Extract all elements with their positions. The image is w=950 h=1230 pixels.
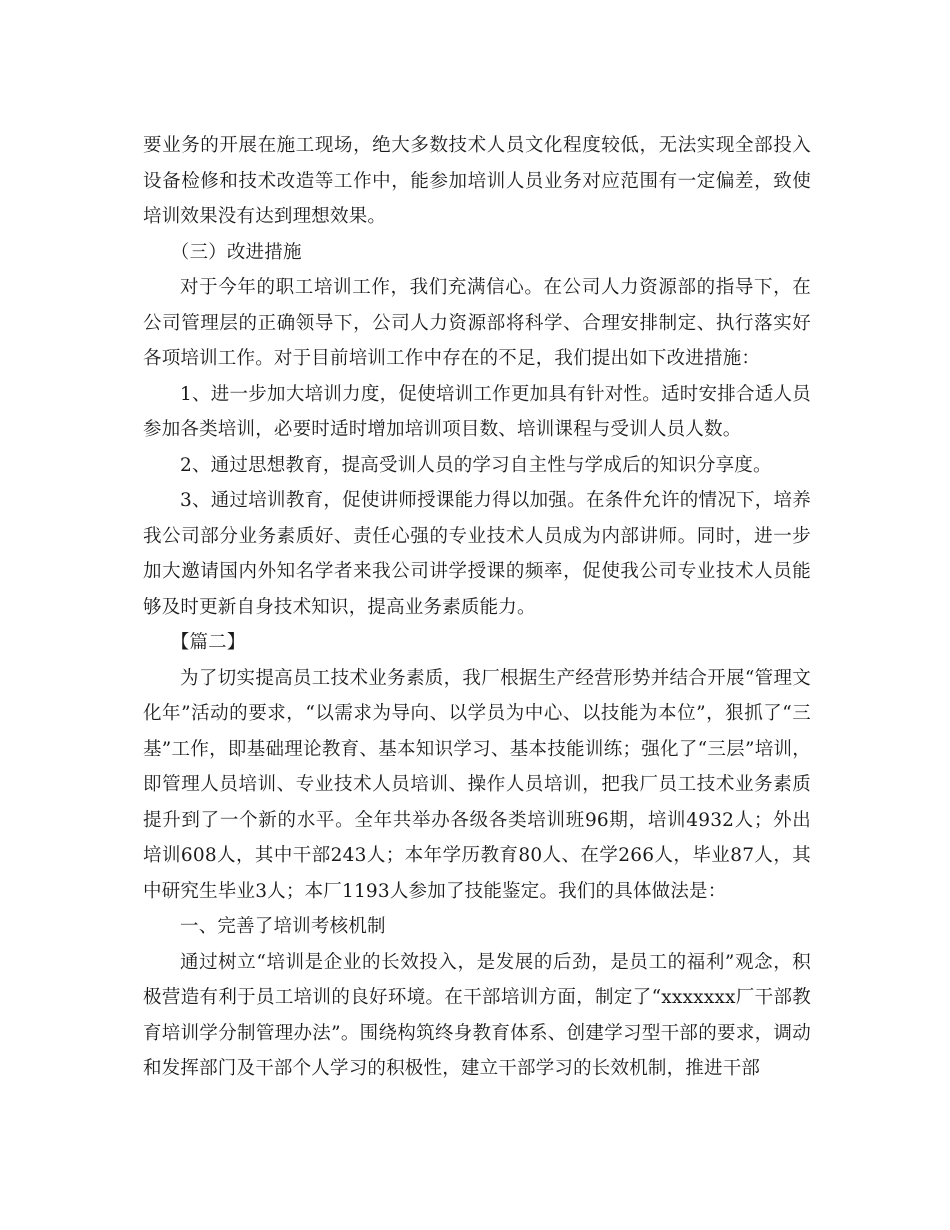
section-heading-part-two: 【篇二】 <box>170 632 246 653</box>
subheading-improvement-measures: （三）改进措施 <box>170 241 302 263</box>
paragraph-training-environment: 通过树立“培训是企业的长效投入，是发展的后劲，是员工的福利”观念，积极营造有利于员工培训的良好环境。在干部培训方面，制定了“xxxxxxx厂干部教育培训学分制管理办法”。围绕构筑终身教育体系、创建学习型干部的要求，调动和发挥部门及干部个人学习的积极性，建立干部学习的长效机制，推进干部 <box>143 951 811 1079</box>
list-item-2: 2、通过思想教育，提高受训人员的学习自主性与学成后的知识分享度。 <box>180 454 772 476</box>
paragraph-confidence: 对于今年的职工培训工作，我们充满信心。在公司人力资源部的指导下，在公司管理层的正确领导下，公司人力资源部将科学、合理安排制定、执行落实好各项培训工作。对于目前培训工作中存在的不足，我们提出如下改进措施： <box>143 277 811 369</box>
paragraph-continuation: 要业务的开展在施工现场，绝大多数技术人员文化程度较低，无法实现全部投入设备检修和技术改造等工作中，能参加培训人员业务对应范围有一定偏差，致使培训效果没有达到理想效果。 <box>143 135 811 227</box>
subheading-assessment-mechanism: 一、完善了培训考核机制 <box>180 916 386 937</box>
list-item-3: 3、通过培训教育，促使讲师授课能力得以加强。在条件允许的情况下，培养我公司部分业务素质好、责任心强的专业技术人员成为内部讲师。同时，进一步加大邀请国内外知名学者来我公司讲学授课的频率，促使我公司专业技术人员能够及时更新自身技术知识，提高业务素质能力。 <box>143 490 811 618</box>
paragraph-part-two-intro: 为了切实提高员工技术业务素质，我厂根据生产经营形势并结合开展“管理文化年”活动的要求，“以需求为导向、以学员为中心、以技能为本位”，狠抓了“三基”工作，即基础理论教育、基本知识学习、基本技能训练；强化了“三层”培训，即管理人员培训、专业技术人员培训、操作人员培训，把我厂员工技术业务素质提升到了一个新的水平。全年共举办各级各类培训班96期，培训4932人；外出培训608人，其中干部243人；本年学历教育80人、在学266人，毕业87人，其中研究生毕业3人；本厂1193人参加了技能鉴定。我们的具体做法是： <box>143 667 811 902</box>
list-item-1: 1、进一步加大培训力度，促使培训工作更加具有针对性。适时安排合适人员参加各类培训，必要时适时增加培训项目数、培训课程与受训人员人数。 <box>143 383 811 440</box>
document-body <box>143 128 811 1087</box>
